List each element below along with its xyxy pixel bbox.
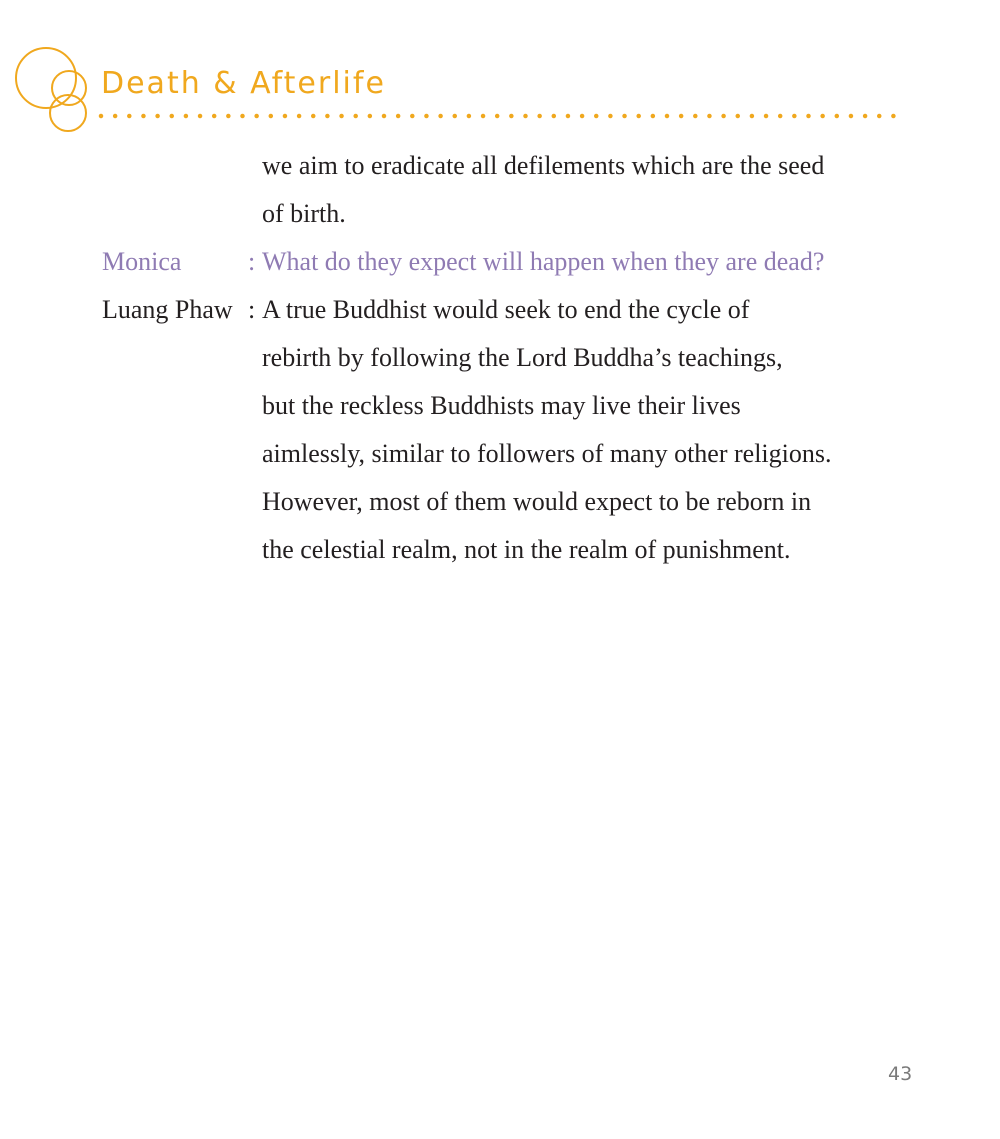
answer-line: However, most of them would expect to be reborn in — [262, 487, 812, 516]
answer-line: rebirth by following the Lord Buddha’s teachings, — [262, 343, 783, 372]
dialogue-line — [102, 142, 962, 190]
answer-line: A true Buddhist would seek to end the cycle of — [262, 295, 750, 324]
speaker-colon: : — [248, 247, 256, 276]
continued-text: we aim to eradicate all defilements which are the seed — [262, 151, 825, 180]
answer-line: but the reckless Buddhists may live their lives — [262, 391, 741, 420]
answer-line: the celestial realm, not in the realm of punishment. — [262, 535, 791, 564]
answer-line: aimlessly, similar to followers of many other religions. — [262, 439, 832, 468]
dialogue-body — [102, 142, 962, 574]
speaker-name-luang-phaw: Luang Phaw — [102, 295, 233, 324]
continued-text: of birth. — [262, 199, 346, 228]
monica-question — [102, 238, 962, 286]
dialogue-line — [102, 526, 962, 574]
dialogue-line — [102, 334, 962, 382]
chapter-title: Death & Afterlife — [101, 66, 386, 101]
dialogue-line — [102, 478, 962, 526]
dotted-divider — [98, 112, 904, 120]
dialogue-line — [102, 430, 962, 478]
chapter-circles-logo — [12, 40, 102, 135]
monica-question-text: What do they expect will happen when they are dead? — [262, 247, 825, 276]
page-number: 43 — [888, 1063, 913, 1085]
speaker-colon: : — [248, 295, 256, 324]
luang-phaw-answer — [102, 286, 962, 334]
dialogue-line — [102, 382, 962, 430]
dialogue-line — [102, 190, 962, 238]
speaker-name-monica: Monica — [102, 247, 182, 276]
